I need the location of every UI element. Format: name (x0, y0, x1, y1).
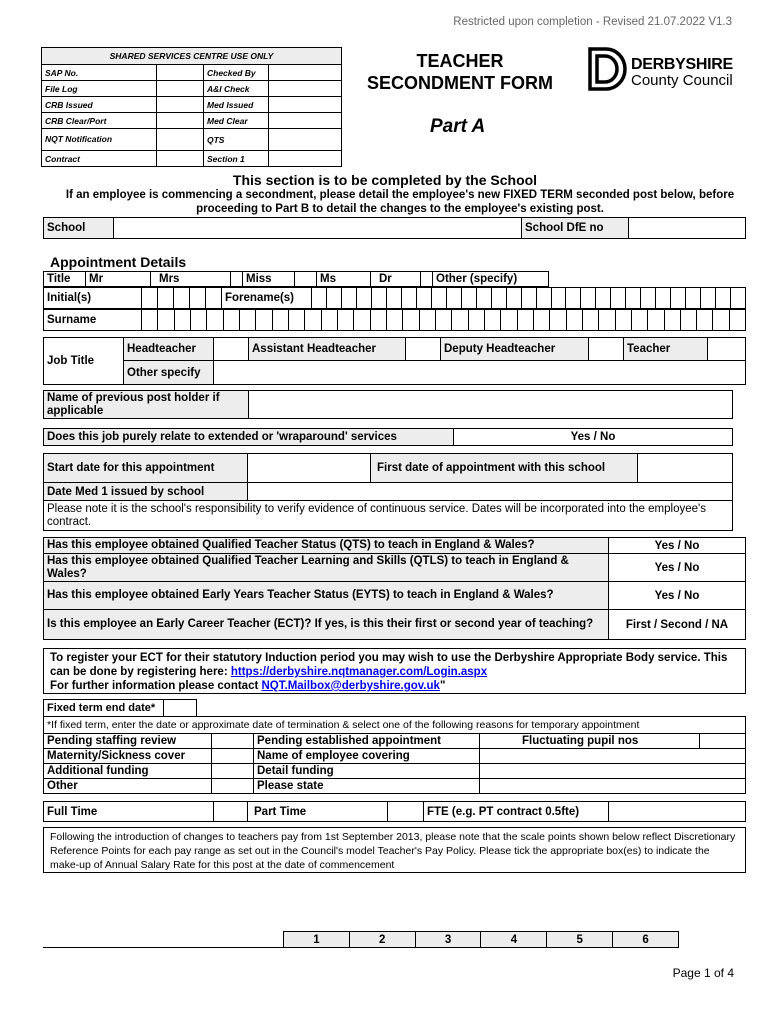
ss-label: Section 1 (204, 151, 269, 167)
surname-input[interactable] (142, 310, 746, 331)
reason-please-state-input[interactable] (480, 779, 746, 794)
page-number: Page 1 of 4 (672, 966, 734, 980)
scale-rule (43, 947, 283, 948)
reason-please-state-label: Please state (254, 779, 480, 794)
reason-checkbox[interactable] (700, 734, 746, 749)
derbyshire-d-icon (588, 47, 628, 91)
derbyshire-logo (588, 47, 748, 92)
title-box[interactable] (295, 272, 317, 287)
start-date-input[interactable] (248, 454, 371, 483)
fixed-term-input[interactable] (164, 700, 197, 717)
job-checkbox-teacher[interactable] (708, 338, 746, 361)
eyts-question: Has this employee obtained Early Years Teacher Status (EYTS) to teach in England & Wales? (44, 582, 609, 610)
surname-label: Surname (44, 310, 142, 331)
scale-point-6[interactable]: 6 (613, 932, 679, 948)
ss-input[interactable] (269, 129, 342, 151)
forename-input[interactable] (312, 288, 746, 309)
fixed-term-label: Fixed term end date* (44, 700, 164, 717)
school-label: School (44, 218, 114, 239)
section-intro: If an employee is commencing a secondment, please detail the employee's new FIXED TERM seconded post below, before proceeding to Part B to detail the changes to the employee's existing post. (65, 189, 735, 215)
reason-other: Other (44, 779, 212, 794)
job-other-label: Other specify (124, 361, 214, 385)
ect-question: Is this employee an Early Career Teacher (ECT)? If yes, is this their first or second year of teaching? (44, 610, 609, 640)
prev-holder-label: Name of previous post holder if applicable (44, 391, 249, 419)
extended-yes-no[interactable]: Yes / No (454, 429, 733, 446)
ss-label: File Log (42, 81, 157, 97)
restricted-note: Restricted upon completion - Revised 21.07.2022 V1.3 (453, 16, 732, 28)
qts-question: Has this employee obtained Qualified Teacher Status (QTS) to teach in England & Wales? (44, 538, 609, 554)
surname-row (43, 309, 746, 331)
ect-info-box (43, 648, 746, 694)
job-checkbox-deputy[interactable] (589, 338, 624, 361)
extended-question: Does this job purely relate to extended or 'wraparound' services (44, 429, 454, 446)
med1-input[interactable] (248, 483, 733, 501)
section-title: This section is to be completed by the School (232, 172, 538, 188)
dfe-label: School DfE no (522, 218, 629, 239)
prev-holder-table (43, 390, 733, 419)
ss-input[interactable] (269, 65, 342, 81)
ss-input[interactable] (157, 129, 204, 151)
shared-services-table (41, 47, 342, 167)
reason-additional-funding: Additional funding (44, 764, 212, 779)
title-label: Title (44, 272, 86, 287)
job-checkbox-headteacher[interactable] (214, 338, 249, 361)
reason-employee-covering-label: Name of employee covering (254, 749, 480, 764)
reason-pending-review: Pending staffing review (44, 734, 212, 749)
scale-point-3[interactable]: 3 (415, 932, 481, 948)
fixed-term-table (43, 699, 746, 717)
fixed-term-note: *If fixed term, enter the date or approximate date of termination & select one of the following reasons for temporary appointment (44, 717, 746, 734)
reason-detail-funding-label: Detail funding (254, 764, 480, 779)
full-time-checkbox[interactable] (214, 802, 248, 822)
fte-label: FTE (e.g. PT contract 0.5fte) (424, 802, 609, 822)
title-option-dr[interactable]: Dr (371, 272, 421, 287)
ss-input[interactable] (157, 65, 204, 81)
ss-label: Med Issued (204, 97, 269, 113)
job-option-deputy: Deputy Headteacher (441, 338, 589, 361)
logo-name: DERBYSHIRE (631, 56, 733, 73)
ss-label: Checked By (204, 65, 269, 81)
ss-input[interactable] (157, 81, 204, 97)
title-row (43, 271, 549, 287)
ss-input[interactable] (269, 113, 342, 129)
job-title-table (43, 337, 746, 385)
part-label: Part A (430, 116, 486, 137)
dates-table (43, 453, 733, 531)
part-time-checkbox[interactable] (388, 802, 424, 822)
ect-contact-text: For further information please contact (50, 680, 262, 692)
ss-input[interactable] (269, 97, 342, 113)
dfe-input[interactable] (629, 218, 746, 239)
school-input[interactable] (114, 218, 522, 239)
initials-row (43, 287, 746, 309)
job-checkbox-assistant[interactable] (406, 338, 441, 361)
pay-note-box (43, 827, 746, 873)
form-title-line2: SECONDMENT FORM (367, 73, 553, 93)
ss-label: Contract (42, 151, 157, 167)
ss-input[interactable] (269, 151, 342, 167)
qtls-question: Has this employee obtained Qualified Teacher Learning and Skills (QTLS) to teach in England & Wales? (44, 554, 609, 582)
ect-text: To register your ECT for their statutory Induction period you may wish to use the Derbyshire Appropriate Body service. This can be done by registering here: (50, 652, 728, 678)
initials-label: Initial(s) (44, 288, 142, 309)
scale-point-4[interactable]: 4 (481, 932, 547, 948)
title-box[interactable] (231, 272, 243, 287)
ss-label: Med Clear (204, 113, 269, 129)
reason-pending-appointment: Pending established appointment (254, 734, 480, 749)
form-title (350, 50, 570, 94)
qts-answer[interactable]: Yes / No (609, 538, 746, 554)
reason-maternity: Maternity/Sickness cover (44, 749, 212, 764)
ss-input[interactable] (157, 151, 204, 167)
ect-end: " (439, 680, 446, 692)
title-option-other[interactable]: Other (specify) (433, 272, 549, 287)
reason-detail-funding-input[interactable] (480, 764, 746, 779)
job-option-assistant: Assistant Headteacher (249, 338, 406, 361)
ss-input[interactable] (269, 81, 342, 97)
first-date-input[interactable] (638, 454, 733, 483)
logo-sub: County Council (631, 72, 733, 89)
extended-table (43, 428, 733, 446)
ss-input[interactable] (157, 97, 204, 113)
ss-label: SAP No. (42, 65, 157, 81)
reasons-table (43, 716, 746, 794)
ect-register-link[interactable]: https://derbyshire.nqtmanager.com/Login.aspx (230, 666, 488, 678)
reason-checkbox[interactable] (212, 749, 254, 764)
pay-note-text: Following the introduction of changes to teachers pay from 1st September 2013, please note that the scale points shown below reflect Discretionary Reference Points for each pay range as set out in the Council's model Teacher's Pay Policy. Please tick the appropriate box(es) to indicate the make-up of Annual Salary Rate for this post at the date of commencement (50, 831, 736, 871)
scale-point-2[interactable]: 2 (349, 932, 415, 948)
reason-fluctuating: Fluctuating pupil nos (480, 734, 700, 749)
job-other-input[interactable] (214, 361, 746, 385)
ss-label: CRB Clear/Port (42, 113, 157, 129)
prev-holder-input[interactable] (249, 391, 733, 419)
reason-checkbox[interactable] (212, 764, 254, 779)
scale-points-table (283, 931, 679, 948)
forename-label: Forename(s) (222, 288, 312, 309)
job-option-headteacher: Headteacher (124, 338, 214, 361)
title-option-mrs[interactable]: Mrs (151, 272, 231, 287)
shared-services-title: SHARED SERVICES CENTRE USE ONLY (42, 48, 342, 65)
eyts-answer[interactable]: Yes / No (609, 582, 746, 610)
continuous-note: Please note it is the school's responsibility to verify evidence of continuous service. Dates will be incorporated into the employee's contract. (44, 501, 733, 531)
qualifications-table (43, 537, 746, 640)
ss-label: QTS (204, 129, 269, 151)
appointment-heading: Appointment Details (50, 254, 187, 270)
title-option-mr[interactable]: Mr (86, 272, 151, 287)
hours-table (43, 801, 746, 822)
job-title-label: Job Title (44, 338, 124, 385)
ect-answer[interactable]: First / Second / NA (609, 610, 746, 640)
ss-label: NQT Notification (42, 129, 157, 151)
reason-checkbox[interactable] (212, 734, 254, 749)
qtls-answer[interactable]: Yes / No (609, 554, 746, 582)
fte-input[interactable] (609, 802, 746, 822)
ss-label: A&I Check (204, 81, 269, 97)
reason-checkbox[interactable] (212, 779, 254, 794)
ss-label: CRB Issued (42, 97, 157, 113)
school-table (43, 217, 746, 239)
initials-input[interactable] (142, 288, 222, 309)
med1-label: Date Med 1 issued by school (44, 483, 248, 501)
job-option-teacher: Teacher (624, 338, 708, 361)
full-time-label: Full Time (44, 802, 214, 822)
first-date-label: First date of appointment with this school (371, 454, 638, 483)
ss-input[interactable] (157, 113, 204, 129)
start-date-label: Start date for this appointment (44, 454, 248, 483)
part-time-label: Part Time (248, 802, 388, 822)
ect-email-link[interactable]: NQT.Mailbox@derbyshire.gov.uk (261, 680, 440, 692)
title-box[interactable] (421, 272, 433, 287)
reason-employee-covering-input[interactable] (480, 749, 746, 764)
title-option-miss[interactable]: Miss (243, 272, 295, 287)
title-option-ms[interactable]: Ms (317, 272, 371, 287)
scale-point-1[interactable]: 1 (284, 932, 350, 948)
scale-point-5[interactable]: 5 (547, 932, 613, 948)
form-title-line1: TEACHER (416, 51, 504, 71)
